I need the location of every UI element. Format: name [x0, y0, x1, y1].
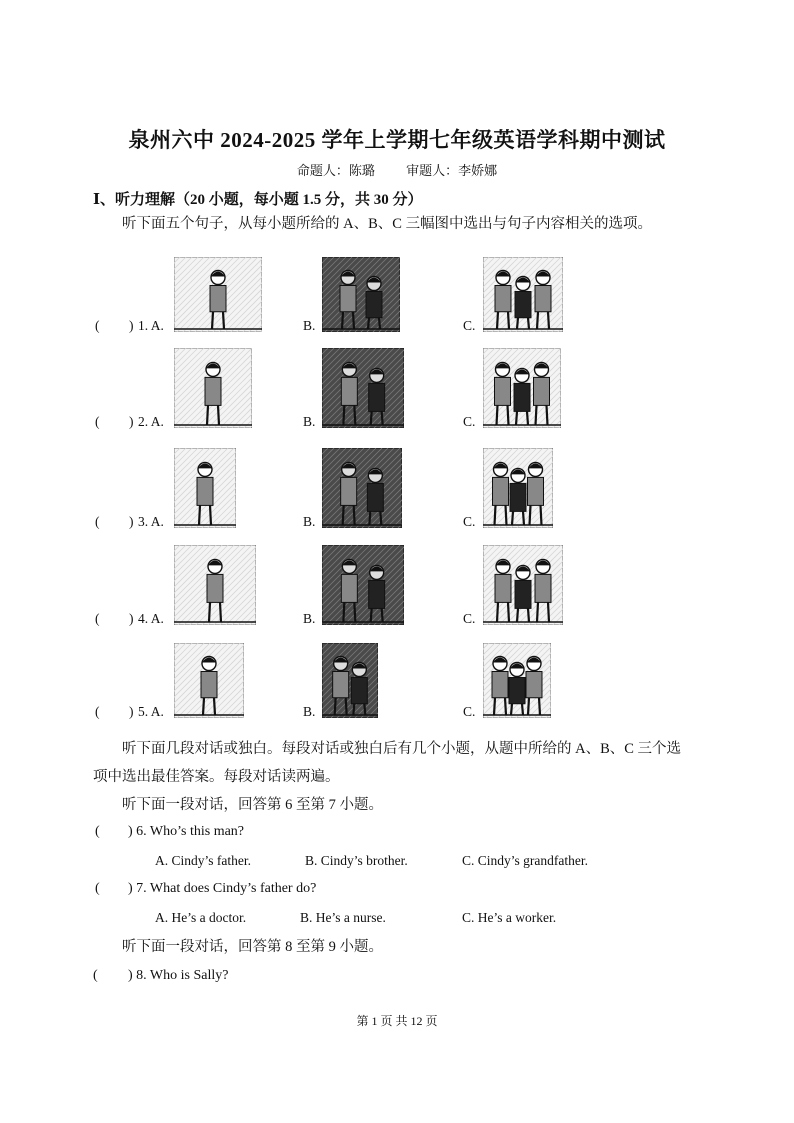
reviewer-name: 审题人：李娇娜: [406, 163, 498, 178]
q2-label-b: B.: [303, 414, 316, 429]
setter-name: 命题人：陈璐: [296, 163, 375, 178]
q6-option-b[interactable]: B. Cindy’s brother.: [305, 853, 408, 868]
dialog-instruction-line1: 听下面几段对话或独白。每段对话或独白后有几个小题，从题中所给的 A、B、C 三个选: [122, 741, 682, 757]
q3-label-b: B.: [303, 514, 316, 529]
q2-picture-a: [174, 348, 252, 428]
section-instruction: 听下面五个句子，从每小题所给的 A、B、C 三幅图中选出与句子内容相关的选项。: [122, 216, 653, 232]
q4-label-c: C.: [463, 611, 476, 626]
dialog-instruction-line2: 项中选出最佳答案。每段对话读两遍。: [93, 769, 340, 785]
page-footer: 第 1 页 共 12 页: [356, 1014, 438, 1028]
q7-option-a[interactable]: A. He’s a doctor.: [155, 910, 247, 925]
q3-picture-a: [174, 448, 236, 528]
q6-paren[interactable]: (: [95, 824, 100, 839]
q2-label-a: 2. A.: [138, 414, 164, 429]
q3-picture-c: [483, 448, 553, 528]
q1-picture-c: [483, 257, 563, 332]
author-line: [0, 160, 794, 179]
q1-picture-a: [174, 257, 262, 332]
q3-label-a: 3. A.: [138, 514, 164, 529]
q4-answer-paren-open[interactable]: (: [95, 611, 100, 626]
q1-label-a: 1. A.: [138, 318, 164, 333]
q1-label-b: B.: [303, 318, 316, 333]
q7-option-b[interactable]: B. He’s a nurse.: [300, 910, 386, 925]
q4-label-b: B.: [303, 611, 316, 626]
q5-label-a: 5. A.: [138, 704, 164, 719]
q3-answer-paren-open[interactable]: (: [95, 514, 100, 529]
q5-answer-paren-open[interactable]: (: [95, 704, 100, 719]
q2-answer-paren-close: ): [129, 414, 134, 429]
q5-answer-paren-close: ): [129, 704, 134, 719]
dialog-8-9-instruction: 听下面一段对话，回答第 8 至第 9 小题。: [122, 939, 383, 955]
q5-picture-c: [483, 643, 551, 718]
q7-option-c[interactable]: C. He’s a worker.: [462, 910, 557, 925]
q4-picture-a: [174, 545, 256, 625]
q1-answer-paren-close: ): [129, 318, 134, 333]
q5-picture-a: [174, 643, 244, 718]
q6-stem: ) 6. Who’s this man?: [128, 824, 245, 839]
q6-option-a[interactable]: A. Cindy’s father.: [155, 853, 251, 868]
q4-picture-b: [322, 545, 404, 625]
q1-picture-b: [322, 257, 400, 332]
exam-title: 泉州六中 2024-2025 学年上学期七年级英语学科期中测试: [128, 128, 666, 152]
q4-label-a: 4. A.: [138, 611, 164, 626]
q1-label-c: C.: [463, 318, 476, 333]
section-heading: Ⅰ、听力理解（20 小题，每小题 1.5 分，共 30 分）: [93, 192, 423, 208]
q2-picture-c: [483, 348, 561, 428]
q6-option-c[interactable]: C. Cindy’s grandfather.: [462, 853, 588, 868]
q3-answer-paren-close: ): [129, 514, 134, 529]
q8-stem: ) 8. Who is Sally?: [128, 968, 229, 983]
q8-paren[interactable]: (: [93, 968, 98, 983]
dialog-6-7-instruction: 听下面一段对话，回答第 6 至第 7 小题。: [122, 797, 383, 813]
q7-stem: ) 7. What does Cindy’s father do?: [128, 881, 317, 896]
q2-picture-b: [322, 348, 404, 428]
q4-answer-paren-close: ): [129, 611, 134, 626]
q2-answer-paren-open[interactable]: (: [95, 414, 100, 429]
q5-picture-b: [322, 643, 378, 718]
q5-label-b: B.: [303, 704, 316, 719]
q3-picture-b: [322, 448, 402, 528]
q7-paren[interactable]: (: [95, 881, 100, 896]
q3-label-c: C.: [463, 514, 476, 529]
q1-answer-paren-open[interactable]: (: [95, 318, 100, 333]
q5-label-c: C.: [463, 704, 476, 719]
q2-label-c: C.: [463, 414, 476, 429]
q4-picture-c: [483, 545, 563, 625]
